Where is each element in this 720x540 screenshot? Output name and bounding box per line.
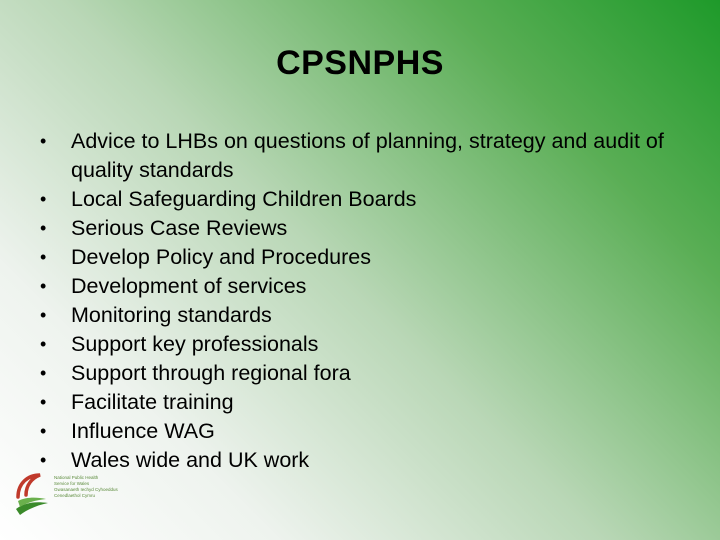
list-item [40, 417, 680, 446]
bullet-text: Influence WAG [71, 419, 215, 443]
bullet-text: Wales wide and UK work [71, 448, 310, 472]
bullet-icon: • [40, 450, 47, 470]
organization-logo [12, 467, 172, 527]
bullet-icon: • [40, 276, 47, 296]
bullet-icon: • [40, 392, 47, 412]
bullet-icon: • [40, 247, 47, 267]
bullet-icon: • [40, 131, 47, 151]
bullet-icon: • [40, 421, 47, 441]
list-item [40, 185, 680, 214]
logo-text: National Public Health Service for Wales Gwasanaeth Iechyd Cyhoeddus Cenedlaethol Cymru [54, 475, 118, 498]
bullet-text: Support key professionals [71, 332, 319, 356]
bullet-text: Facilitate training [71, 390, 234, 414]
bullet-text: Monitoring standards [71, 303, 272, 327]
list-item [40, 272, 680, 301]
bullet-list [40, 127, 680, 475]
bullet-text: Serious Case Reviews [71, 216, 288, 240]
list-item [40, 301, 680, 330]
bullet-text: Advice to LHBs on questions of planning, strategy and audit of quality standards [71, 129, 664, 182]
list-item [40, 359, 680, 388]
list-item [40, 330, 680, 359]
bullet-text: Develop Policy and Procedures [71, 245, 371, 269]
bullet-text: Development of services [71, 274, 307, 298]
bullet-icon: • [40, 334, 47, 354]
list-item [40, 127, 680, 185]
bullet-icon: • [40, 189, 47, 209]
list-item [40, 214, 680, 243]
nphs-logo-icon [12, 467, 54, 527]
bullet-icon: • [40, 363, 47, 383]
list-item [40, 388, 680, 417]
slide-title: CPSNPHS [276, 44, 444, 82]
list-item [40, 243, 680, 272]
bullet-text: Support through regional fora [71, 361, 351, 385]
bullet-text: Local Safeguarding Children Boards [71, 187, 417, 211]
bullet-icon: • [40, 305, 47, 325]
bullet-icon: • [40, 218, 47, 238]
